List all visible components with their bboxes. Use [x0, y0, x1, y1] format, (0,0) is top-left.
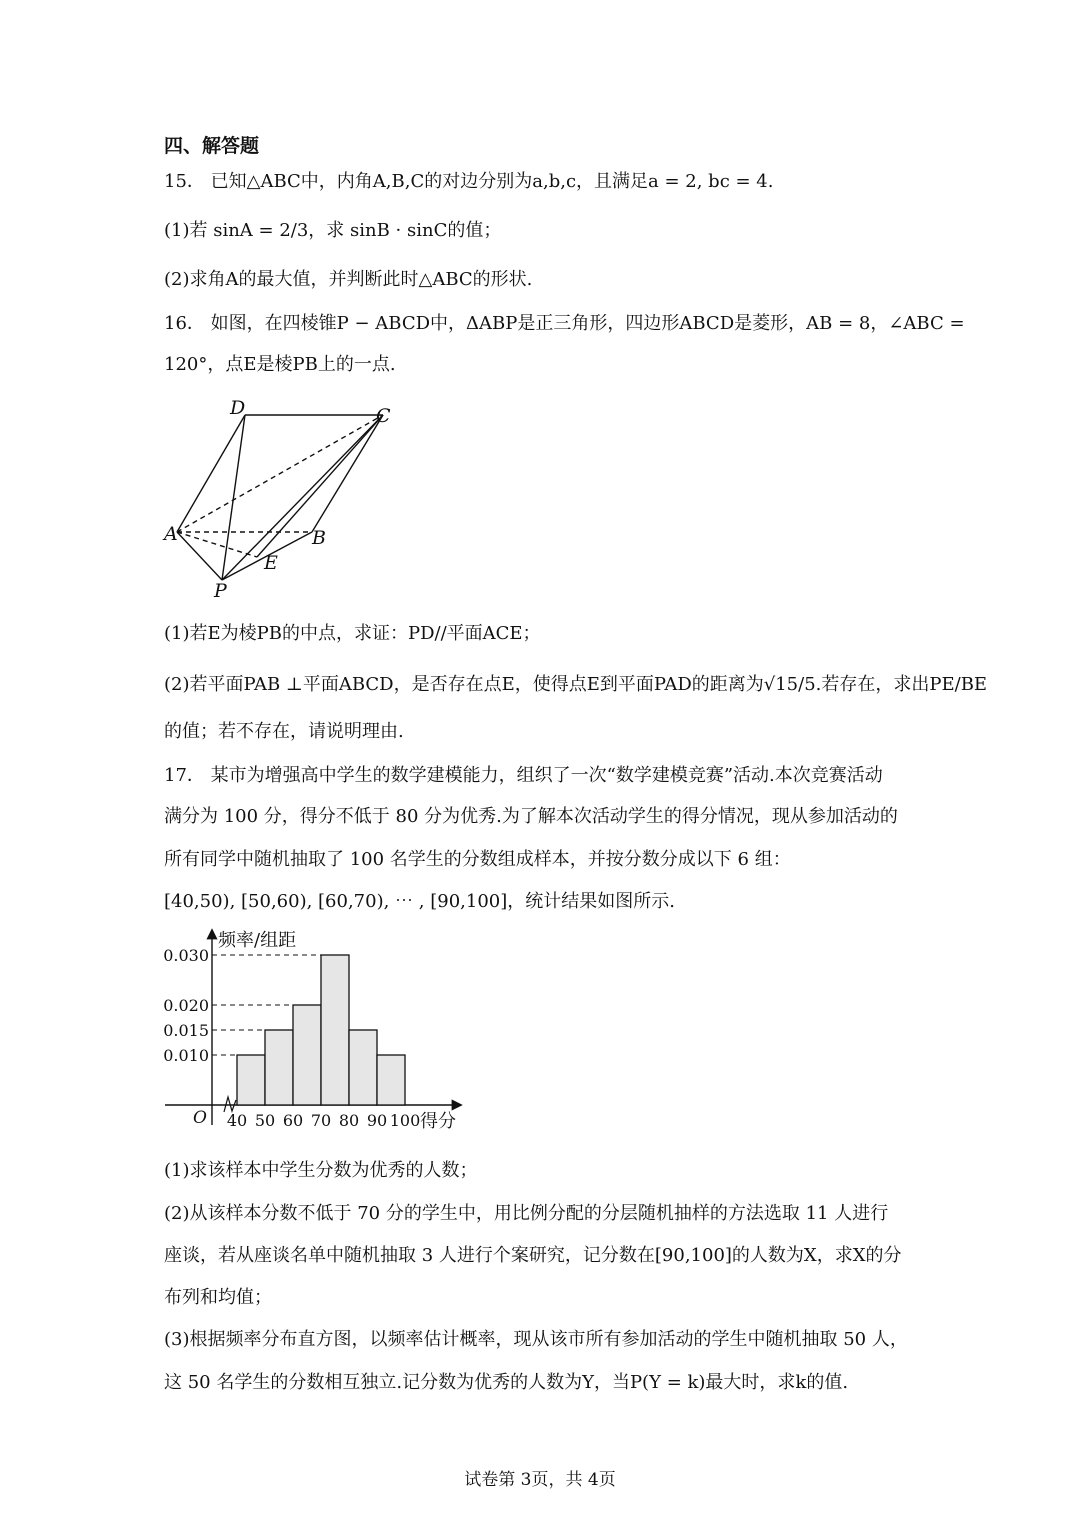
x-tick-label: 60 — [282, 1111, 304, 1130]
vertex-label-B: B — [312, 527, 326, 549]
y-axis-label: 频率/组距 — [218, 930, 297, 951]
histogram-bar — [265, 1030, 293, 1105]
origin-label: O — [193, 1108, 207, 1128]
histogram-bar — [321, 955, 349, 1105]
x-tick-label: 40 — [226, 1111, 248, 1130]
q15-part2: (2)求角A的最大值，并判断此时△ABC的形状. — [164, 269, 533, 290]
x-tick-label: 90 — [366, 1111, 388, 1130]
vertex-label-P: P — [214, 580, 227, 602]
x-tick-label: 50 — [254, 1111, 276, 1130]
x-axis-label: 得分 — [420, 1111, 456, 1132]
q17-part2-line3: 布列和均值； — [164, 1287, 272, 1308]
q16-part1: (1)若E为棱PB的中点，求证：PD//平面ACE； — [164, 623, 541, 644]
q17-stem-line1: 17． 某市为增强高中学生的数学建模能力，组织了一次“数学建模竞赛”活动.本次竞赛活动 — [164, 765, 883, 786]
y-tick-label: 0.030 — [163, 946, 209, 965]
q16-part2-line2: 的值；若不存在，请说明理由. — [164, 721, 404, 742]
edge-CB — [312, 415, 383, 532]
q16-stem-line2: 120°，点E是棱PB上的一点. — [164, 354, 396, 375]
q16-part2-line1: (2)若平面PAB ⊥平面ABCD，是否存在点E，使得点E到平面PAD的距离为√15/5.若存在，求出PE/BE — [164, 674, 988, 695]
axis-break-mark — [224, 1097, 236, 1112]
pyramid-figure — [160, 392, 410, 602]
q15-part1: (1)若 sinA = 2/3，求 sinB · sinC的值； — [164, 220, 502, 241]
q17-part2-line1: (2)从该样本分数不低于 70 分的学生中，用比例分配的分层随机抽样的方法选取 11 人进行 — [164, 1203, 889, 1224]
edge-CP — [222, 415, 383, 580]
q17-part1: (1)求该样本中学生分数为优秀的人数； — [164, 1160, 478, 1181]
edge-DP — [222, 415, 245, 580]
q17-stem-line2: 满分为 100 分，得分不低于 80 分为优秀.为了解本次活动学生的得分情况，现从参加活动的 — [164, 806, 898, 827]
q15-stem: 15． 已知△ABC中，内角A,B,C的对边分别为a,b,c，且满足a = 2, bc = 4. — [164, 171, 774, 192]
y-tick-label: 0.015 — [163, 1021, 209, 1040]
section-title: 四、解答题 — [164, 135, 260, 157]
y-tick-label: 0.020 — [163, 996, 209, 1015]
q16-stem-line1: 16． 如图，在四棱锥P − ABCD中，ΔABP是正三角形，四边形ABCD是菱形，AB = 8，∠ABC = — [164, 313, 965, 334]
histogram-bar — [349, 1030, 377, 1105]
x-tick-label: 80 — [338, 1111, 360, 1130]
y-tick-label: 0.010 — [163, 1046, 209, 1065]
edge-AC — [177, 415, 383, 532]
vertex-label-C: C — [376, 405, 391, 427]
edge-AP — [177, 532, 222, 580]
q17-stem-line3: 所有同学中随机抽取了 100 名学生的分数组成样本，并按分数分成以下 6 组： — [164, 849, 791, 870]
vertex-label-D: D — [230, 397, 246, 419]
vertex-label-A: A — [164, 523, 178, 545]
histogram-bar — [237, 1055, 265, 1105]
histogram-bar — [293, 1005, 321, 1105]
q17-part2-line2: 座谈，若从座谈名单中随机抽取 3 人进行个案研究，记分数在[90,100]的人数为X，求X的分 — [164, 1245, 902, 1266]
x-tick-label: 100 — [389, 1111, 421, 1130]
edge-DA — [177, 415, 245, 532]
histogram-bar — [377, 1055, 405, 1105]
q17-stem-line4: [40,50), [50,60), [60,70), ⋯ , [90,100]，统计结果如图所示. — [164, 891, 675, 912]
page-footer: 试卷第 3页，共 4页 — [464, 1470, 616, 1490]
vertex-label-E: E — [264, 552, 278, 574]
frequency-histogram — [160, 925, 470, 1135]
q17-part3-line2: 这 50 名学生的分数相互独立.记分数为优秀的人数为Y，当P(Y = k)最大时，求k的值. — [164, 1372, 849, 1393]
q17-part3-line1: (3)根据频率分布直方图，以频率估计概率，现从该市所有参加活动的学生中随机抽取 50 人， — [164, 1329, 908, 1350]
x-tick-label: 70 — [310, 1111, 332, 1130]
